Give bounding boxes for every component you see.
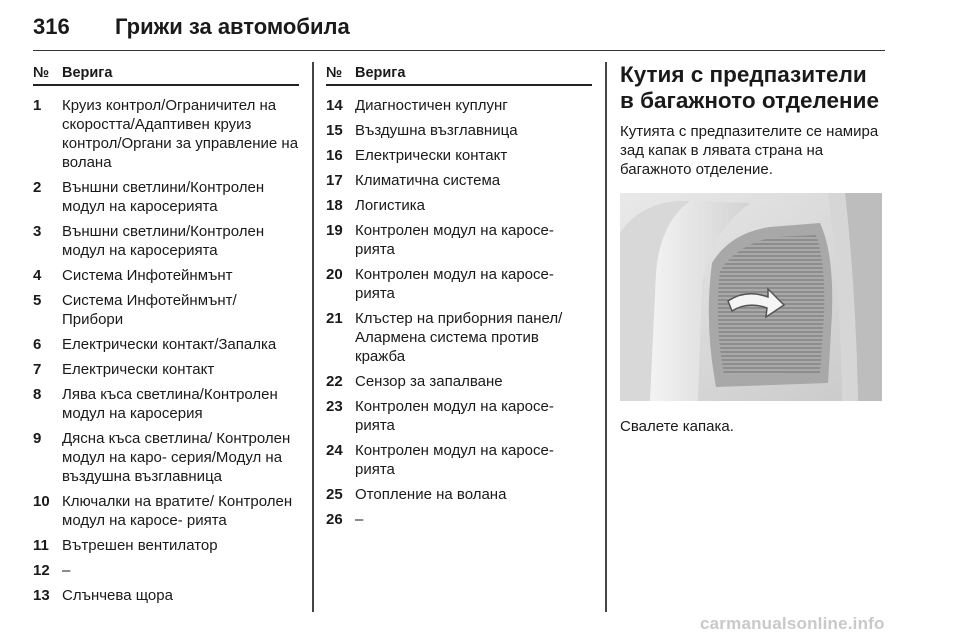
table-row — [33, 536, 299, 555]
table-rows-left — [33, 86, 299, 605]
table-row — [33, 561, 299, 580]
circuit-name: Вътрешен вентилатор — [62, 537, 218, 554]
fuse-number: 16 — [326, 147, 343, 164]
table-row — [326, 510, 592, 529]
table-header-num: № — [326, 65, 343, 81]
table-row — [326, 309, 592, 366]
table-row — [326, 196, 592, 215]
table-header — [326, 62, 592, 86]
circuit-name: Система Инфотейнмънт — [62, 267, 233, 284]
table-row — [326, 146, 592, 165]
circuit-name: Сензор за запалване — [355, 373, 503, 390]
circuit-name: Външни светлини/Контролен модул на каросерията — [62, 179, 265, 215]
table-row — [33, 222, 299, 260]
table-row — [33, 360, 299, 379]
figure-caption: Свалете капака. — [620, 418, 734, 435]
fuse-number: 1 — [33, 97, 42, 114]
circuit-name: Логистика — [355, 197, 426, 214]
page-title: Грижи за автомобила — [115, 14, 350, 39]
fuse-number: 12 — [33, 562, 50, 579]
column-divider — [605, 62, 607, 612]
table-row — [326, 171, 592, 190]
fuse-number: 10 — [33, 493, 50, 510]
circuit-name: Клъстер на приборния панел/ Алармена система против кражба — [355, 310, 563, 365]
circuit-name: Електрически контакт/Запалка — [62, 336, 277, 353]
circuit-name: – — [62, 562, 71, 579]
circuit-name: Контролен модул на каросе- рията — [355, 398, 554, 434]
fuse-number: 9 — [33, 430, 42, 447]
fuse-number: 7 — [33, 361, 42, 378]
table-row — [33, 586, 299, 605]
fuse-number: 23 — [326, 398, 343, 415]
table-row — [33, 291, 299, 329]
table-header-label: Верига — [355, 65, 406, 81]
circuit-name: Външни светлини/Контролен модул на каросерията — [62, 223, 265, 259]
fuse-table-left — [33, 62, 299, 605]
watermark: carmanualsonline.info — [700, 614, 885, 633]
table-row — [326, 372, 592, 391]
fuse-number: 20 — [326, 266, 343, 283]
table-row — [326, 441, 592, 479]
fuse-number: 6 — [33, 336, 42, 353]
section-title: Кутия с предпазители в багажното отделение — [620, 62, 879, 113]
fuse-number: 17 — [326, 172, 343, 189]
fuse-number: 11 — [33, 537, 49, 554]
circuit-name: Въздушна възглавница — [355, 122, 518, 139]
circuit-name: Ключалки на вратите/ Контролен модул на каросе- рията — [62, 493, 293, 529]
fuse-number: 21 — [326, 310, 343, 327]
table-header — [33, 62, 299, 86]
fuse-number: 5 — [33, 292, 42, 309]
fuse-number: 24 — [326, 442, 343, 459]
table-row — [326, 96, 592, 115]
table-row — [33, 178, 299, 216]
page-header — [33, 14, 885, 51]
table-row — [33, 429, 299, 486]
fuse-number: 18 — [326, 197, 343, 214]
table-row — [33, 385, 299, 423]
fuse-number: 22 — [326, 373, 343, 390]
page-number: 316 — [33, 14, 70, 39]
fuse-table-right — [326, 62, 592, 529]
fuse-number: 14 — [326, 97, 343, 114]
table-header-num: № — [33, 65, 50, 81]
table-row — [326, 221, 592, 259]
circuit-name: Отопление на волана — [355, 486, 507, 503]
trunk-illustration-icon — [620, 193, 882, 401]
column-divider — [312, 62, 314, 612]
fuse-number: 19 — [326, 222, 343, 239]
table-row — [326, 265, 592, 303]
fuse-number: 13 — [33, 587, 50, 604]
fuse-number: 4 — [33, 267, 42, 284]
fuse-number: 3 — [33, 223, 42, 240]
table-header-label: Верига — [62, 65, 113, 81]
circuit-name: Слънчева щора — [62, 587, 173, 604]
table-row — [326, 121, 592, 140]
table-row — [33, 492, 299, 530]
circuit-name: – — [355, 511, 364, 528]
circuit-name: Контролен модул на каросе- рията — [355, 442, 554, 478]
table-rows-right — [326, 86, 592, 529]
circuit-name: Диагностичен куплунг — [355, 97, 508, 114]
circuit-name: Лява къса светлина/Контролен модул на каросерия — [62, 386, 278, 422]
section-paragraph: Кутията с предпазителите се намира зад капак в лявата страна на багажното отделение. — [620, 123, 879, 178]
fuse-number: 2 — [33, 179, 42, 196]
circuit-name: Круиз контрол/Ограничител на скоростта/Адаптивен круиз контрол/Органи за управление на волана — [62, 97, 299, 171]
table-row — [33, 335, 299, 354]
circuit-name: Електрически контакт — [62, 361, 215, 378]
fuse-number: 26 — [326, 511, 343, 528]
fuse-number: 15 — [326, 122, 343, 139]
table-row — [326, 485, 592, 504]
table-row — [33, 266, 299, 285]
table-row — [33, 96, 299, 172]
circuit-name: Климатична система — [355, 172, 501, 189]
circuit-name: Контролен модул на каросе- рията — [355, 222, 554, 258]
circuit-name: Контролен модул на каросе- рията — [355, 266, 554, 302]
table-row — [326, 397, 592, 435]
fuse-number: 25 — [326, 486, 343, 503]
circuit-name: Дясна къса светлина/ Контролен модул на каро- серия/Модул на въздушна възглавница — [62, 430, 291, 485]
circuit-name: Електрически контакт — [355, 147, 508, 164]
fuse-number: 8 — [33, 386, 42, 403]
circuit-name: Система Инфотейнмънт/ Прибори — [62, 292, 237, 328]
trunk-fusebox-section — [620, 62, 886, 436]
trunk-fuse-cover-illustration — [620, 193, 882, 401]
